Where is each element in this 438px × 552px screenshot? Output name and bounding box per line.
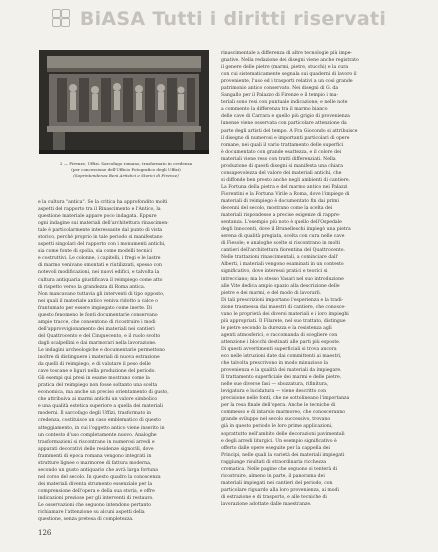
text-line: vano le proprietà dei diversi materiali e i loro impieghi (221, 311, 349, 317)
text-line: significativo, dove interessi pratici e teorici si (221, 269, 328, 275)
text-line: pratica del reimpiego non fosse soltanto una scelta (38, 383, 158, 389)
text-line: le pietre secondo la durezza e la resistenza agli (221, 325, 332, 331)
figure-photo (39, 50, 209, 154)
text-line: soprattutto nell'ambito delle decorazioni pavimentali (221, 431, 345, 437)
text-line: gnative. Nella redazione dei disegni viene anche registrato (221, 58, 359, 64)
text-line: comprensione dell'opera e della sua storia, e offre (38, 488, 155, 494)
text-line: produzione di questi disegni si manifesta una chiara (221, 163, 343, 169)
text-line: cultura antiquaria giustificava il reimpiego come atto (38, 277, 163, 283)
text-line: Nelle trattazioni rinascimentali, a cominciare dall' (221, 255, 339, 261)
text-line: sentanza. L'esempio più noto è quello dell'Ospedale (221, 220, 342, 226)
text-line: strutture lignee o marmoree di fattura moderna, (38, 460, 152, 466)
text-line: di estrazione e di trasporto, e alle tecniche di (221, 494, 327, 500)
text-line: un contesto d'uso completamente nuovo. Analoghe (38, 432, 157, 438)
text-line: rinascimentale a differenza di altre tecnologie più impe- (221, 51, 352, 56)
text-line: patrimonio antico conservato. Nei disegni di G. da (221, 86, 339, 92)
text-line: pietre e dei marmi, e del modo di lavorarli. (221, 290, 322, 296)
text-line: aspetti del rapporto tra il Rinascimento e l'Antico, la (38, 207, 161, 213)
text-line: materiali viene reso con tratti differenziati. Nella (221, 156, 336, 162)
text-line: romane, nei quali il vario trattamento delle superfici (221, 142, 344, 148)
text-line: alle Vite dedica ampio spazio alla descrizione delle (221, 283, 340, 289)
text-line: inoltre di distinguere i materiali di nuova estrazione (38, 355, 160, 361)
text-line: che attribuiva ai marmi antichi un valore simbolico (38, 397, 158, 403)
text-line: proveniente, l'uso ed i trasporti relativi a un così grande (221, 79, 353, 85)
text-line: questione materiale appare poco indagata. Eppure (38, 214, 157, 220)
text-line: materiali impiegati nei cantieri del periodo, con (221, 480, 333, 486)
text-line: del Quattrocento e del Cinquecento, e il ruolo svolto (38, 333, 161, 339)
text-line: attenzione i blocchi destinati alle parti più esposte. (221, 339, 341, 345)
text-line: consapevolezza del valore dei materiali antichi, che (221, 170, 342, 176)
text-line: offerto dalle opere eseguite per la cappella dei (221, 445, 330, 451)
text-line: delle cave di Carrara e quello più grigio di provenienza (221, 114, 350, 120)
sarcophagus-image (39, 50, 209, 154)
text-line: zione trasmessa dai maestri di cantiere, che conosce- (221, 304, 346, 310)
body-text-left-column (38, 199, 214, 524)
text-line: di rispetto verso la grandezza di Roma antica. (38, 284, 146, 290)
text-line: per la resa finale dell'opera. Anche le tecniche di (221, 403, 336, 409)
text-line: cave toscane e liguri nella produzione del periodo. (38, 369, 156, 375)
text-line: La Fortuna della pietra e del marmo antico nei Palazzi (221, 184, 348, 190)
text-line: lunense viene osservata con particolare attenzione da (221, 121, 347, 127)
text-line: notevoli modificazioni, nei nuovi edifici, e talvolta la (38, 270, 160, 276)
text-line: credenza, costituisce un caso emblematico di questo (38, 418, 161, 424)
text-line: questione, senza pretesa di completezza. (38, 517, 134, 523)
text-line: sia come fonte di spolia, sia come modelli tecnici (38, 249, 153, 255)
text-line: raggiunge risultati di straordinaria ricchezza (221, 459, 327, 465)
text-line: lavorazione adottate dalle maestranze. (221, 502, 312, 507)
text-line: nelle sue diverse fasi — sbozzatura, rifinitura, (221, 382, 329, 388)
text-line: materiali rispondesse a precise esigenze di rappre- (221, 213, 341, 219)
watermark-text: BiASA Tutti i diritti riservati (79, 8, 387, 30)
text-line: particolare riguardo alla loro provenienza, ai modi (221, 487, 339, 493)
caption-line: (per concessione dell'Ufficio Fotografico degli Uffizi) (71, 167, 181, 172)
text-line: moderni. Il sarcofago degli Uffizi, trasformato in (38, 411, 152, 417)
text-line: cantieri dell'architettura fiorentina del Quattrocento. (221, 248, 345, 254)
text-line: agenti atmosferici, e raccomanda di scegliere con (221, 332, 338, 338)
text-line: più appropriati. Il Filarete, nel suo trattato, distingue (221, 318, 346, 324)
figure-caption (38, 161, 214, 179)
text-line: Le indagini archeologiche e documentarie permettono (38, 347, 165, 353)
text-line: di marmo venivano smontati e riutilizzati, spesso con (38, 263, 162, 269)
text-line: apparati decorativi delle residenze signorili, dove (38, 446, 154, 452)
text-line: frantumato per essere impiegato come inerte. Di (38, 305, 152, 311)
text-line: il genere delle pietre (marmi, pietre, stucchi) e la cura (221, 65, 349, 71)
text-line: serena di qualità pregiata, scelta con cura nelle cave (221, 234, 345, 240)
text-line: il disegno di numerosi e importanti particolari di opere (221, 135, 350, 141)
caption-line: (Soprintendenza Beni Artistici e Storici di Firenze) (73, 173, 179, 178)
biasa-logo-icon (52, 9, 72, 29)
text-line: decenni del secolo, mostrano come la scelta dei (221, 206, 333, 212)
text-line: grande sviluppo nel secolo successivo, trovano (221, 417, 331, 423)
text-line: Non mancavano tuttavia gli interventi di tipo opposto, (38, 291, 165, 297)
text-line: Di tali prescrizioni importano l'esperienza e la tradi- (221, 297, 344, 303)
text-line: Il trattamento superficiale dei marmi e delle pietre, (221, 375, 342, 381)
text-line: Sangallo per il Palazzo di Firenze e il tempio i ma- (221, 93, 339, 99)
text-line: a commento la differenza tra il marmo bianco (221, 107, 328, 113)
text-line: ricostruire, almeno in parte, il panorama dei (221, 473, 325, 479)
text-line: e costruttivi. Le colonne, i capitelli, i fregi e le lastre (38, 256, 161, 262)
text-line: ampie tracce, che consentono di ricostruire i modi (38, 319, 156, 325)
text-line: e degli arredi liturgici. Un esempio significativo è (221, 438, 337, 444)
text-line: già in questo periodo le loro prime applicazioni, (221, 424, 333, 430)
text-line: Fiorentini e la Fortuna Virile a Roma, dove l'impiego di (221, 191, 350, 197)
text-line: Alberti, i materiali vengono esaminati in un contesto (221, 262, 344, 268)
text-line: trasformazioni si riscontrano in numerosi arredi e (38, 439, 155, 445)
text-line: aspetti singolari del rapporto con i monumenti antichi, (38, 242, 166, 248)
text-line: precisione nelle fonti, che ne sottolineano l'importanza (221, 396, 350, 402)
text-line: con cui sistematicamente segnala sui quaderni di lavoro il (221, 72, 357, 78)
text-line: tale è particolarmente interessante dal punto di vista (38, 228, 163, 234)
text-line: storico, perché proprio in tale periodo si manifestano (38, 235, 163, 241)
text-line: ogni indagine sui materiali dell'architettura rinascimen- (38, 221, 169, 227)
text-line: frammenti di epoca romana vengono integrati in (38, 453, 152, 459)
text-line: indicazioni preziose per gli interventi di restauro. (38, 495, 154, 501)
text-line: dei materiali diventa strumento essenziale per la (38, 481, 153, 487)
text-line: economica, ma anche un preciso orientamento di gusto, (38, 390, 169, 396)
text-line: è documentato con grande esattezza, e il colore dei (221, 149, 342, 155)
text-line: e una qualità estetica superiore a quella dei materiali (38, 404, 163, 410)
text-line: cromatica. Nelle pagine che seguono si tenterà di (221, 466, 338, 472)
text-line: materiali di reimpiego è documentato fin dai primi (221, 198, 339, 204)
text-line: e la cultura "antica". Se la critica ha approfondito molti (38, 200, 168, 205)
text-line: Principi, nelle quali la varietà dei materiali impiegati (221, 452, 345, 458)
text-line: eco nelle istruzioni date dai committenti ai maestri, (221, 354, 342, 360)
body-text-right-column (221, 50, 401, 540)
text-line: intrecciano; ma lo stesso Vasari nel suo introduzione (221, 276, 344, 282)
text-line: di Fiesole; e analoghe scelte si riscontrano in molti (221, 241, 341, 247)
text-line: parte degli artisti del tempo. A Fra Giocondo si attribuisce (221, 128, 358, 134)
text-line: atteggiamento, in cui l'oggetto antico viene inserito in (38, 425, 165, 431)
text-line: degli Innocenti, dove il Brunelleschi impiegò una pietra (221, 227, 351, 233)
caption-line: 2 — Firenze, Uffizi. Sarcofago romano, trasformato in credenza (59, 161, 193, 166)
watermark (0, 6, 438, 32)
text-line: teriali sono resi con puntuale indicazione; e nelle note (221, 100, 348, 106)
text-line: secondo un gusto antiquario che avrà larga fortuna (38, 467, 158, 473)
text-line: richiamare l'attenzione su alcuni aspetti della (38, 510, 145, 516)
text-line: Le osservazioni che seguono intendono pertanto (38, 503, 151, 509)
text-line: Di questi avvertimenti superficiali si trova ancora (221, 346, 337, 352)
text-line: Gli esempi qui presi in esame mostrano come la (38, 376, 150, 382)
text-line: commesso e di intarsio marmoreo, che conosceranno (221, 410, 346, 416)
text-line: nel corso del secolo. In questo quadro la conoscenza (38, 474, 161, 480)
text-line: da quelli di reimpiego, e di valutare il peso delle (38, 362, 151, 368)
text-line: si diffonde ben presto anche negli ambienti di cantiere. (221, 177, 351, 183)
text-line: levigatura e lucidatura — viene descritto con (221, 389, 327, 395)
text-line: che talvolta prescrivono in modo minuzioso la (221, 361, 328, 367)
page-number: 126 (38, 529, 52, 537)
text-line: questo fenomeno le fonti documentarie conservano (38, 312, 158, 318)
text-line: dagli scalpellini e dai marmorari nella lavorazione. (38, 340, 157, 346)
text-line: nei quali il materiale antico veniva ridotto a calce o (38, 298, 158, 304)
text-line: dell'approvvigionamento dei materiali nei cantieri (38, 326, 155, 332)
text-line: provenienza e la qualità dei materiali da impiegare. (221, 368, 342, 374)
